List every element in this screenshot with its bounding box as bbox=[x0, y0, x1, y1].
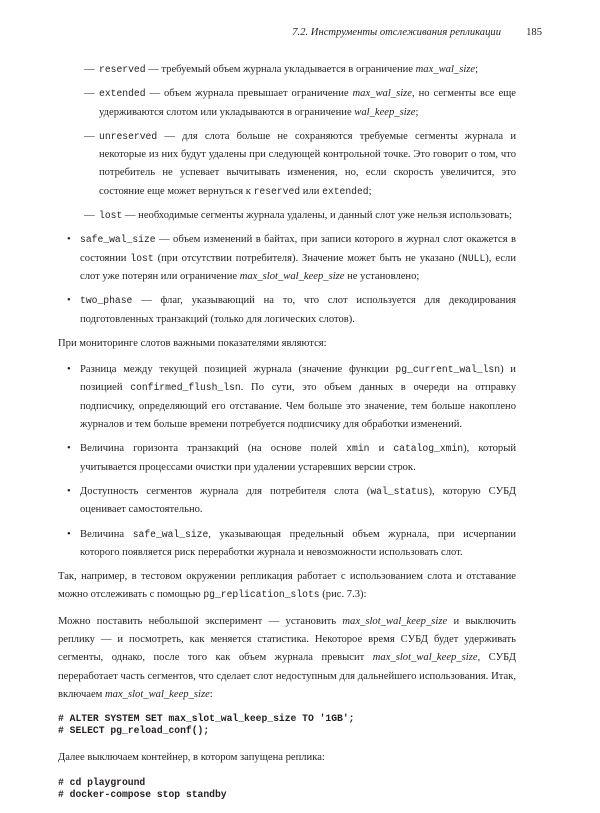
chapter-title: 7.2. Инструменты отслеживания репликации bbox=[292, 27, 501, 38]
code-block-docker bbox=[58, 777, 516, 801]
text: и выключить реплику — и посмотреть, как меняется статистика. Некоторое время СУБД будет удерживать сегменты, однако, после того как объем журнала превысит bbox=[58, 615, 516, 664]
inline-code: catalog_xmin bbox=[393, 443, 464, 455]
metric-lag bbox=[58, 361, 516, 434]
text: , указывающая предельный объем журнала, при исчерпании которого появляется риск переработки журнала и невозможности использовать слот. bbox=[80, 528, 516, 558]
text: не установлено; bbox=[344, 270, 420, 282]
inline-code: reserved bbox=[253, 185, 301, 197]
status-item-lost bbox=[58, 207, 516, 225]
inline-code: pg_current_wal_lsn bbox=[395, 364, 501, 376]
inline-code: confirmed_flush_lsn bbox=[130, 382, 241, 394]
emphasis: max_wal_size bbox=[352, 88, 412, 100]
page-header bbox=[0, 24, 600, 42]
emphasis: max_slot_wal_keep_size bbox=[105, 688, 210, 700]
inline-code: reserved bbox=[99, 64, 146, 75]
text: Величина горизонта транзакций (на основе полей bbox=[80, 443, 347, 455]
page-body bbox=[58, 61, 516, 813]
text: — необходимые сегменты журнала удалены, и данный слот уже нельзя использовать; bbox=[122, 210, 512, 222]
text: Разница между текущей позицией журнала (значение функции bbox=[80, 364, 396, 376]
text: Величина bbox=[80, 528, 133, 540]
inline-code: two_phase bbox=[80, 295, 133, 307]
metric-wal-status bbox=[58, 483, 516, 520]
metric-horizon bbox=[58, 440, 516, 477]
text: , но сегменты все еще удерживаются слотом или укладываются в ограничение bbox=[99, 88, 517, 118]
text: ; bbox=[368, 185, 372, 197]
text: , СУБД переработает часть сегментов, что сделает слот недоступным для дальнейшего использования. Итак, включаем bbox=[58, 652, 516, 700]
text: или bbox=[300, 185, 323, 197]
inline-code: safe_wal_size bbox=[132, 528, 209, 540]
text: . По сути, это объем данных в очереди на отправку подписчику, определяющий его отставание. Чем больше это значение, тем больше накоплено журналов и тем больше времени потребуется подписчику для обработки изменений. bbox=[80, 382, 516, 431]
text: (при отсутствии потребителя). Значение может быть не указано ( bbox=[153, 252, 462, 264]
emphasis: wal_keep_size bbox=[354, 106, 416, 118]
metric-safe-wal-size bbox=[58, 526, 516, 563]
page-number: 185 bbox=[526, 27, 542, 38]
text: — флаг, указывающий на то, что слот используется для декодирования подготовленных транзакций (только для логических слотов). bbox=[80, 295, 516, 325]
text: ; bbox=[475, 64, 479, 75]
emphasis: max_slot_wal_keep_size bbox=[239, 270, 345, 282]
emphasis: max_wal_size bbox=[415, 64, 476, 75]
text: Так, например, в тестовом окружении репликация работает с использованием слота и отставание можно отслеживать с помощью bbox=[58, 571, 516, 601]
text: Можно поставить небольшой эксперимент — установить bbox=[58, 615, 343, 627]
code-line: # cd playground bbox=[58, 776, 146, 788]
monitoring-intro: При мониторинге слотов важными показателями являются: bbox=[58, 337, 327, 349]
inline-code: NULL bbox=[462, 252, 486, 264]
text: ), который учитывается процессами очистки при удалении устаревших версии строк. bbox=[80, 443, 516, 473]
inline-code: xmin bbox=[346, 443, 370, 455]
code-block-alter-system bbox=[58, 713, 516, 737]
inline-code: pg_replication_slots bbox=[203, 589, 320, 601]
text: — объем журнала превышает ограничение bbox=[145, 88, 353, 100]
status-item-extended bbox=[58, 85, 516, 122]
text: : bbox=[209, 688, 213, 700]
inline-code: lost bbox=[99, 210, 123, 222]
inline-code: extended bbox=[99, 88, 146, 100]
stop-replica-paragraph: Далее выключаем контейнер, в котором запущена реплика: bbox=[58, 752, 325, 764]
text: ), если слот уже потерян или ограничение bbox=[80, 252, 516, 282]
text: — требуемый объем журнала укладывается в ограничение bbox=[145, 64, 416, 75]
status-item-reserved bbox=[58, 61, 516, 79]
inline-code: lost bbox=[130, 252, 154, 264]
text: — для слота больше не сохраняются требуемые сегменты журнала и некоторые из них будут удалены при следующей контрольной точке. Это говорит о том, что потребитель не успевает вычитывать изменения, но, если скорость увеличится, это состояние еще может вернуться к bbox=[99, 130, 516, 197]
text: ) и позицией bbox=[80, 364, 516, 394]
inline-code: safe_wal_size bbox=[80, 234, 156, 246]
text: — объем изменений в байтах, при записи которого в журнал слот окажется в состоянии bbox=[80, 234, 516, 264]
text: и bbox=[369, 443, 394, 455]
text: Доступность сегментов журнала для потребителя слота ( bbox=[80, 485, 371, 497]
example-paragraph bbox=[58, 568, 516, 605]
inline-code: unreserved bbox=[99, 130, 158, 142]
code-line: # docker-compose stop standby bbox=[58, 788, 227, 800]
experiment-paragraph bbox=[58, 613, 516, 704]
code-line: # SELECT pg_reload_conf(); bbox=[58, 725, 210, 737]
field-safe-wal-size bbox=[58, 231, 516, 286]
inline-code: wal_status bbox=[370, 485, 429, 497]
emphasis: max_slot_wal_keep_size bbox=[342, 615, 448, 627]
status-item-unreserved bbox=[58, 128, 516, 201]
field-two-phase bbox=[58, 292, 516, 329]
text: ; bbox=[415, 106, 419, 118]
code-line: # ALTER SYSTEM SET max_slot_wal_keep_size TO '1GB'; bbox=[58, 713, 355, 725]
text: (рис. 7.3): bbox=[319, 589, 367, 601]
emphasis: max_slot_wal_keep_size bbox=[372, 652, 478, 664]
text: ), которую СУБД оценивает самостоятельно. bbox=[80, 485, 516, 516]
inline-code: extended bbox=[322, 185, 369, 197]
